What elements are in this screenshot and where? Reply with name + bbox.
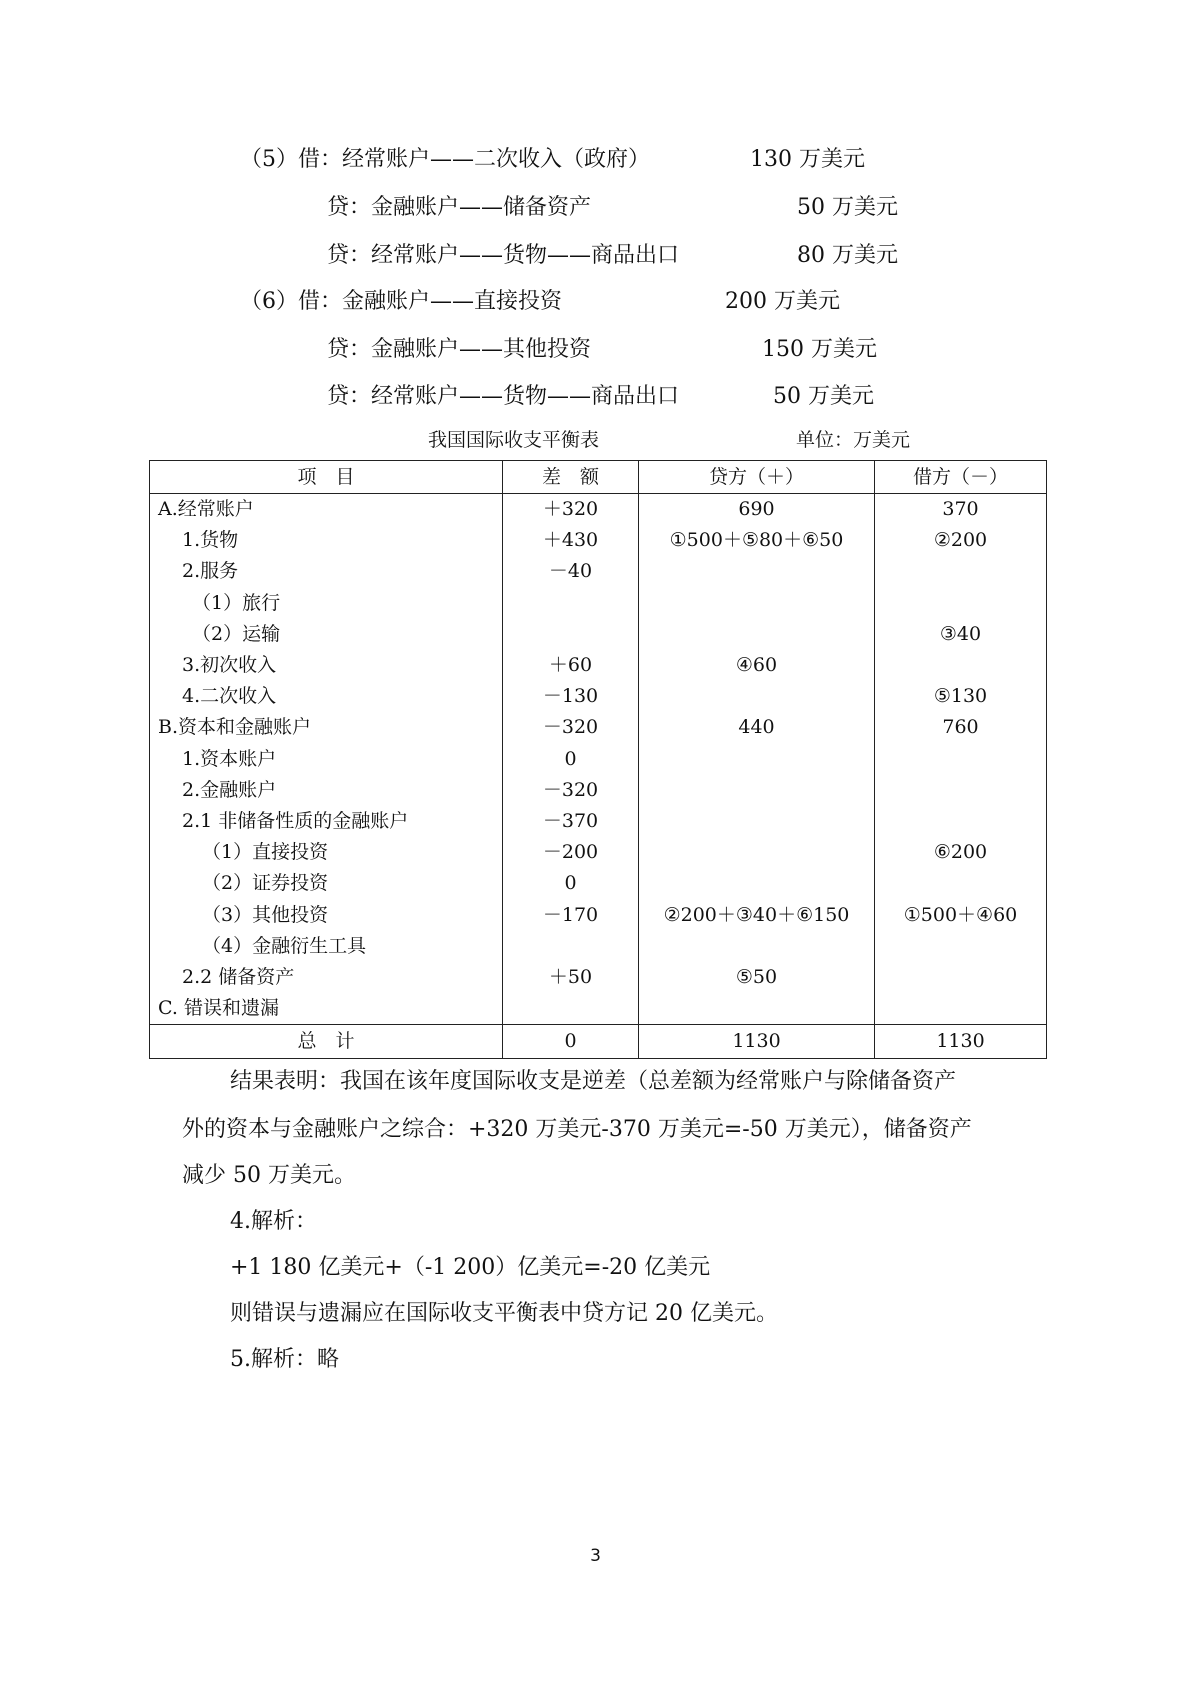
header-item: 项 目 bbox=[150, 461, 503, 494]
row-credit bbox=[639, 868, 875, 899]
table-row bbox=[150, 712, 1047, 743]
row-balance bbox=[503, 931, 639, 962]
row-credit bbox=[639, 556, 875, 587]
header-balance: 差 额 bbox=[503, 461, 639, 494]
row-label: A.经常账户 bbox=[150, 494, 503, 526]
row-label: 2.金融账户 bbox=[150, 775, 503, 806]
row-label: 4.二次收入 bbox=[150, 681, 503, 712]
table-row bbox=[150, 556, 1047, 587]
row-balance bbox=[503, 588, 639, 619]
answer-5: 5.解析：略 bbox=[230, 1347, 339, 1372]
total-debit: 1130 bbox=[875, 1025, 1047, 1059]
row-credit: 440 bbox=[639, 712, 875, 743]
row-credit: 690 bbox=[639, 494, 875, 526]
row-label: B.资本和金融账户 bbox=[150, 712, 503, 743]
table-row bbox=[150, 868, 1047, 899]
row-debit bbox=[875, 962, 1047, 993]
entry-5-credit-2: 贷：经常账户——货物——商品出口 bbox=[327, 243, 680, 268]
entry-5-credit-2-amount: 80 万美元 bbox=[797, 243, 898, 268]
table-row bbox=[150, 744, 1047, 775]
row-label: （1）直接投资 bbox=[150, 837, 503, 868]
table-title: 我国国际收支平衡表 bbox=[428, 429, 600, 451]
entry-5-debit-amount: 130 万美元 bbox=[750, 147, 865, 172]
table-row bbox=[150, 494, 1047, 526]
row-debit: ②200 bbox=[875, 525, 1047, 556]
row-label: 2.2 储备资产 bbox=[150, 962, 503, 993]
row-credit bbox=[639, 744, 875, 775]
table-unit: 单位：万美元 bbox=[796, 429, 911, 451]
conclusion-line-2: 外的资本与金融账户之综合：+320 万美元-370 万美元=-50 万美元），储备资产 bbox=[182, 1117, 972, 1142]
row-debit bbox=[875, 744, 1047, 775]
entry-5-credit-1-amount: 50 万美元 bbox=[797, 195, 898, 220]
entry-6-credit-2: 贷：经常账户——货物——商品出口 bbox=[327, 384, 680, 409]
row-debit bbox=[875, 931, 1047, 962]
row-label: 1.资本账户 bbox=[150, 744, 503, 775]
table-row bbox=[150, 775, 1047, 806]
table-row bbox=[150, 525, 1047, 556]
header-credit: 贷方（＋） bbox=[639, 461, 875, 494]
entry-6-debit-amount: 200 万美元 bbox=[725, 289, 840, 314]
table-row bbox=[150, 899, 1047, 930]
row-label: （1）旅行 bbox=[150, 588, 503, 619]
total-balance: 0 bbox=[503, 1025, 639, 1059]
table-row bbox=[150, 650, 1047, 681]
row-debit: ①500＋④60 bbox=[875, 899, 1047, 930]
answer-4-conclusion: 则错误与遗漏应在国际收支平衡表中贷方记 20 亿美元。 bbox=[230, 1301, 778, 1326]
row-debit bbox=[875, 806, 1047, 837]
row-balance: ＋60 bbox=[503, 650, 639, 681]
entry-6-credit-2-amount: 50 万美元 bbox=[773, 384, 874, 409]
page-number: 3 bbox=[590, 1546, 601, 1566]
total-credit: 1130 bbox=[639, 1025, 875, 1059]
row-label: （2）运输 bbox=[150, 619, 503, 650]
table-row bbox=[150, 962, 1047, 993]
row-debit bbox=[875, 588, 1047, 619]
row-credit bbox=[639, 993, 875, 1025]
row-balance bbox=[503, 993, 639, 1025]
row-credit: ②200＋③40＋⑥150 bbox=[639, 899, 875, 930]
row-debit: 370 bbox=[875, 494, 1047, 526]
entry-5-credit-1: 贷：金融账户——储备资产 bbox=[327, 195, 592, 220]
balance-of-payments-table bbox=[149, 460, 1047, 1059]
row-credit bbox=[639, 931, 875, 962]
entry-6-credit-1-amount: 150 万美元 bbox=[762, 337, 877, 362]
row-credit: ①500＋⑤80＋⑥50 bbox=[639, 525, 875, 556]
table-row bbox=[150, 837, 1047, 868]
entry-5-debit: （5）借：经常账户——二次收入（政府） bbox=[240, 147, 650, 172]
answer-4-formula: +1 180 亿美元+（-1 200）亿美元=-20 亿美元 bbox=[230, 1255, 711, 1280]
row-debit bbox=[875, 650, 1047, 681]
table-row bbox=[150, 681, 1047, 712]
row-credit bbox=[639, 619, 875, 650]
row-credit bbox=[639, 588, 875, 619]
row-balance bbox=[503, 619, 639, 650]
row-balance: 0 bbox=[503, 868, 639, 899]
row-label: 1.货物 bbox=[150, 525, 503, 556]
row-debit: 760 bbox=[875, 712, 1047, 743]
row-credit: ⑤50 bbox=[639, 962, 875, 993]
table-row bbox=[150, 993, 1047, 1025]
row-balance: －320 bbox=[503, 712, 639, 743]
row-balance: ＋50 bbox=[503, 962, 639, 993]
row-label: （4）金融衍生工具 bbox=[150, 931, 503, 962]
row-debit bbox=[875, 993, 1047, 1025]
row-credit bbox=[639, 775, 875, 806]
table-row bbox=[150, 931, 1047, 962]
table-row bbox=[150, 619, 1047, 650]
row-debit: ⑥200 bbox=[875, 837, 1047, 868]
header-debit: 借方（－） bbox=[875, 461, 1047, 494]
row-debit bbox=[875, 775, 1047, 806]
conclusion-line-1: 结果表明：我国在该年度国际收支是逆差（总差额为经常账户与除储备资产 bbox=[230, 1069, 957, 1094]
table-total-row bbox=[150, 1025, 1047, 1059]
row-label: 2.1 非储备性质的金融账户 bbox=[150, 806, 503, 837]
row-credit bbox=[639, 806, 875, 837]
row-debit bbox=[875, 868, 1047, 899]
row-label: 3.初次收入 bbox=[150, 650, 503, 681]
entry-6-credit-1: 贷：金融账户——其他投资 bbox=[327, 337, 592, 362]
row-credit bbox=[639, 681, 875, 712]
row-label: （3）其他投资 bbox=[150, 899, 503, 930]
table-header-row bbox=[150, 461, 1047, 494]
conclusion-line-3: 减少 50 万美元。 bbox=[182, 1163, 356, 1188]
table-row bbox=[150, 806, 1047, 837]
total-label: 总 计 bbox=[150, 1025, 503, 1059]
row-balance: ＋430 bbox=[503, 525, 639, 556]
entry-6-debit: （6）借：金融账户——直接投资 bbox=[240, 289, 562, 314]
row-label: （2）证券投资 bbox=[150, 868, 503, 899]
table-row bbox=[150, 588, 1047, 619]
row-balance: ＋320 bbox=[503, 494, 639, 526]
row-debit: ⑤130 bbox=[875, 681, 1047, 712]
row-balance: －320 bbox=[503, 775, 639, 806]
row-label: C. 错误和遗漏 bbox=[150, 993, 503, 1025]
row-balance: －40 bbox=[503, 556, 639, 587]
row-balance: －170 bbox=[503, 899, 639, 930]
row-balance: －370 bbox=[503, 806, 639, 837]
row-credit bbox=[639, 837, 875, 868]
row-label: 2.服务 bbox=[150, 556, 503, 587]
row-balance: －130 bbox=[503, 681, 639, 712]
row-debit bbox=[875, 556, 1047, 587]
row-debit: ③40 bbox=[875, 619, 1047, 650]
row-balance: －200 bbox=[503, 837, 639, 868]
row-balance: 0 bbox=[503, 744, 639, 775]
row-credit: ④60 bbox=[639, 650, 875, 681]
answer-4-heading: 4.解析： bbox=[230, 1209, 317, 1234]
